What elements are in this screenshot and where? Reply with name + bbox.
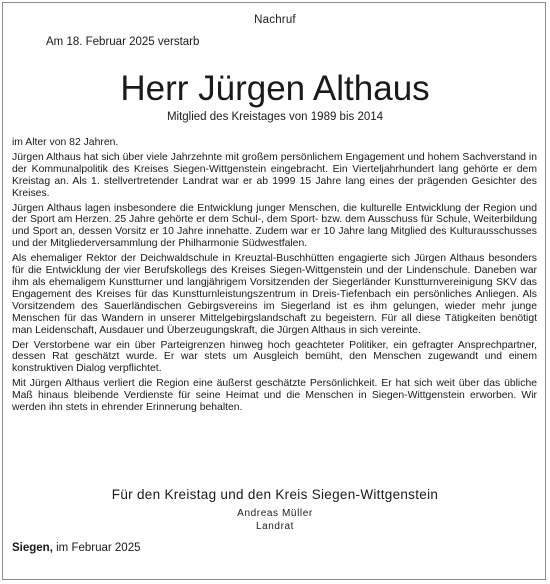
signature-organization: Für den Kreistag und den Kreis Siegen-Wittgenstein (111, 487, 439, 502)
paragraph-closing: Mit Jürgen Althaus verliert die Region eine äußerst geschätzte Persönlichkeit. Er hat sich weit über das übliche Maß hinaus bleibende Verdienste für seine Heimat und die Menschen in Siegen-Wittgenstein erworben. Wir werden ihn stets in ehrender Erinnerung behalten. (12, 378, 537, 414)
paragraph-character: Der Verstorbene war ein über Parteigrenzen hinweg hoch geachteter Politiker, ein gefragter Ansprechpartner, dessen Rat geschätzt wurde. Er war stets um Ausgleich bemüht, den Menschen zugewandt und einem konstruktiven Dialog verpflichtet. (12, 339, 537, 375)
obituary-text (12, 137, 537, 414)
place-date-line (12, 542, 140, 554)
paragraph-engagement: Als ehemaliger Rektor der Deichwaldschule in Kreuztal-Buschhütten engagierte sich Jürgen Althaus besonders für die Entwicklung der vier Berufskollegs des Kreises Siegen-Wittgenstein und der Lindenschule. Daneben war ihm als ehemaligem Kunstturner und langjährigem Vorsitzenden der Siegerländer Kunstturnvereinigung SKV das Engagement des Kreises für das Kunstturnleistungszentrum in Dreis-Tiefenbach ein persönliches Anliegen. Als Vorsitzendem des Sauerländischen Gebirgsvereins im Siegerland ist es ihm gelungen, wieder mehr junge Menschen für das Wandern in unserer Mittelgebirgslandschaft zu begeistern. Für all diese Tätigkeiten benötigt man Leidenschaft, Ausdauer und Überzeugungskraft, die Jürgen Althaus in sich vereinte. (12, 253, 537, 336)
paragraph-career: Jürgen Althaus hat sich über viele Jahrzehnte mit großem persönlichem Engagement und hohem Sachverstand in der Kommunalpolitik des Kreises Siegen-Wittgenstein eingebracht. Ein Vierteljahrhundert lang gehörte er dem Kreistag an. Als 1. stellvertretender Landrat war er ab 1999 15 Jahre lang eines der prägenden Gesichter des Kreises. (12, 151, 537, 199)
place: Siegen, (12, 542, 53, 554)
deceased-name: Herr Jürgen Althaus (120, 69, 430, 108)
paragraph-age: im Alter von 82 Jahren. (12, 137, 119, 148)
signature-role: Landrat (255, 521, 295, 532)
death-date-line: Am 18. Februar 2025 verstarb (46, 36, 200, 48)
date: im Februar 2025 (56, 542, 141, 554)
notice-heading: Nachruf (254, 14, 296, 26)
membership-line: Mitglied des Kreistages von 1989 bis 2014 (166, 111, 384, 123)
signature-name: Andreas Müller (237, 508, 313, 519)
paragraph-committees: Jürgen Althaus lagen insbesondere die Entwicklung junger Menschen, die kulturelle Entwicklung der Region und der Sport am Herzen. 25 Jahre gehörte er dem Schul-, dem Sport- bzw. dem Ausschuss für Schule, Weiterbildung und Sport an, dessen Vorsitz er 10 Jahre innehatte. Zudem war er 10 Jahre lang Mitglied des Kulturausschusses und der Mitgliederversammlung der Philharmonie Südwestfalen. (12, 202, 537, 250)
